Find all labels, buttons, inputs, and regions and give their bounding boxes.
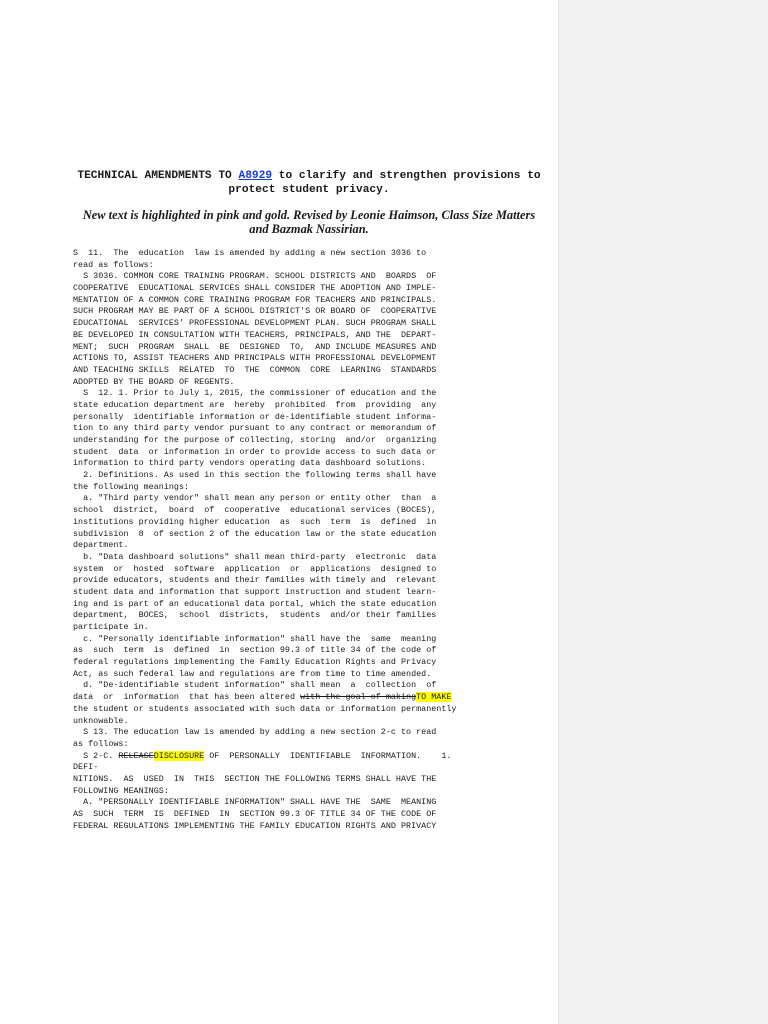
bill-link[interactable]: A8929 [238,170,273,182]
inserted-text: DISCLOSURE [153,750,205,761]
body-line: subdivision 8 of section 2 of the education law or the state education [73,528,437,539]
body-line: tion to any third party vendor pursuant to any contract or memorandum of [73,423,437,434]
body-line: department, BOCES, school districts, students and/or their families [73,610,437,621]
document-subtitle: New text is highlighted in pink and gold. Revised by Leonie Haimson, Class Size Matters and Bazmak Nassirian. [82,208,536,236]
body-line: 2. Definitions. As used in this section the following terms shall have [73,470,437,481]
body-line: understanding for the purpose of collecting, storing and/or organizing [73,435,437,445]
body-line: department. [73,540,129,551]
deleted-text: RELEASE [118,750,154,761]
body-line: MENT; SUCH PROGRAM SHALL BE DESIGNED TO, AND INCLUDE MEASURES AND [73,341,437,352]
body-line: unknowable. [73,715,129,726]
body-line: personally identifiable information or de-identifiable student informa- [73,411,437,422]
body-line: ing and is part of an educational data portal, which the state education [73,598,437,609]
deleted-text: with the goal of making [300,692,417,703]
body-line: COOPERATIVE EDUCATIONAL SERVICES SHALL CONSIDER THE ADOPTION AND IMPLE- [73,283,437,294]
body-line: b. "Data dashboard solutions" shall mean third-party electronic data [73,551,437,562]
body-line: system or hosted software application or applications designed to [73,563,437,574]
body-line: BE DEVELOPED IN CONSULTATION WITH TEACHERS, PRINCIPALS, AND THE DEPART- [73,329,437,340]
body-line: federal regulations implementing the Family Education Rights and Privacy [73,657,437,668]
body-line: NITIONS. AS USED IN THIS SECTION THE FOLLOWING TERMS SHALL HAVE THE [73,773,437,784]
body-line: participate in. [73,622,149,632]
body-line: SUCH PROGRAM MAY BE PART OF A SCHOOL DISTRICT'S OR BOARD OF COOPERATIVE [73,306,437,317]
body-line: student data and information that support instruction and student learn- [73,586,437,597]
body-line: S 3036. COMMON CORE TRAINING PROGRAM. SCHOOL DISTRICTS AND BOARDS OF [73,271,437,282]
document-page [73,170,545,832]
document-body-3 [73,762,545,832]
body-line: S 11. The education law is amended by adding a new section 3036 to [73,248,427,258]
body-line: d. "De-identifiable student information" shall mean a collection of [73,680,437,691]
body-line-altered [73,692,545,704]
body-line: as follows: [73,738,129,749]
body-line: a. "Third party vendor" shall mean any person or entity other than a [73,493,437,504]
document-body [73,248,545,692]
body-line: provide educators, students and their families with timely and relevant [73,575,437,586]
body-line: institutions providing higher education as such term is defined in [73,516,437,527]
text-span: data or information that has been altered [73,692,301,703]
comment-pane [558,0,768,1024]
body-line: FOLLOWING MEANINGS: [73,785,169,796]
inserted-text: TO MAKE [416,692,452,703]
title-suffix: to clarify and strengthen provisions to protect student privacy. [228,170,541,196]
body-line: EDUCATIONAL SERVICES' PROFESSIONAL DEVELOPMENT PLAN. SUCH PROGRAM SHALL [73,318,437,329]
body-line: AS SUCH TERM IS DEFINED IN SECTION 99.3 OF TITLE 34 OF THE CODE OF [73,809,437,819]
body-line: Act, as such federal law and regulations are from time to time amended. [73,668,432,679]
text-span: S 2-C. [73,750,119,761]
title-prefix: TECHNICAL AMENDMENTS TO [77,170,239,182]
body-line: state education department are hereby prohibited from providing any [73,399,437,410]
body-line: read as follows: [73,259,154,270]
document-title [73,170,545,197]
body-line: the following meanings: [73,481,190,492]
text-span: OF PERSONALLY IDENTIFIABLE INFORMATION. 1. [204,750,452,761]
body-line: ACTIONS TO, ASSIST TEACHERS AND PRINCIPALS WITH PROFESSIONAL DEVELOPMENT [73,353,437,364]
body-line: the student or students associated with such data or information permanently [73,703,457,714]
body-line: student data or information in order to provide access to such data or [73,446,437,457]
body-line: S 13. The education law is amended by adding a new section 2-c to read [73,727,437,738]
body-line: S 12. 1. Prior to July 1, 2015, the commissioner of education and the [73,388,437,399]
body-line: school district, board of cooperative educational services (BOCES), [73,505,437,516]
body-line: FEDERAL REGULATIONS IMPLEMENTING THE FAMILY EDUCATION RIGHTS AND PRIVACY [73,820,437,831]
body-line: information to third party vendors operating data dashboard solutions. [73,458,427,469]
document-body-2 [73,704,545,751]
body-line: A. "PERSONALLY IDENTIFIABLE INFORMATION" SHALL HAVE THE SAME MEANING [73,797,437,808]
body-line: c. "Personally identifiable information" shall have the same meaning [73,633,437,644]
body-line: AND TEACHING SKILLS RELATED TO THE COMMON CORE LEARNING STANDARDS [73,364,437,375]
body-line: DEFI- [73,762,99,773]
body-line: as such term is defined in section 99.3 of title 34 of the code of [73,645,437,656]
body-line: MENTATION OF A COMMON CORE TRAINING PROGRAM FOR TEACHERS AND PRINCIPALS. [73,294,437,305]
body-line: ADOPTED BY THE BOARD OF REGENTS. [73,376,235,387]
body-line-section-2c [73,751,545,763]
